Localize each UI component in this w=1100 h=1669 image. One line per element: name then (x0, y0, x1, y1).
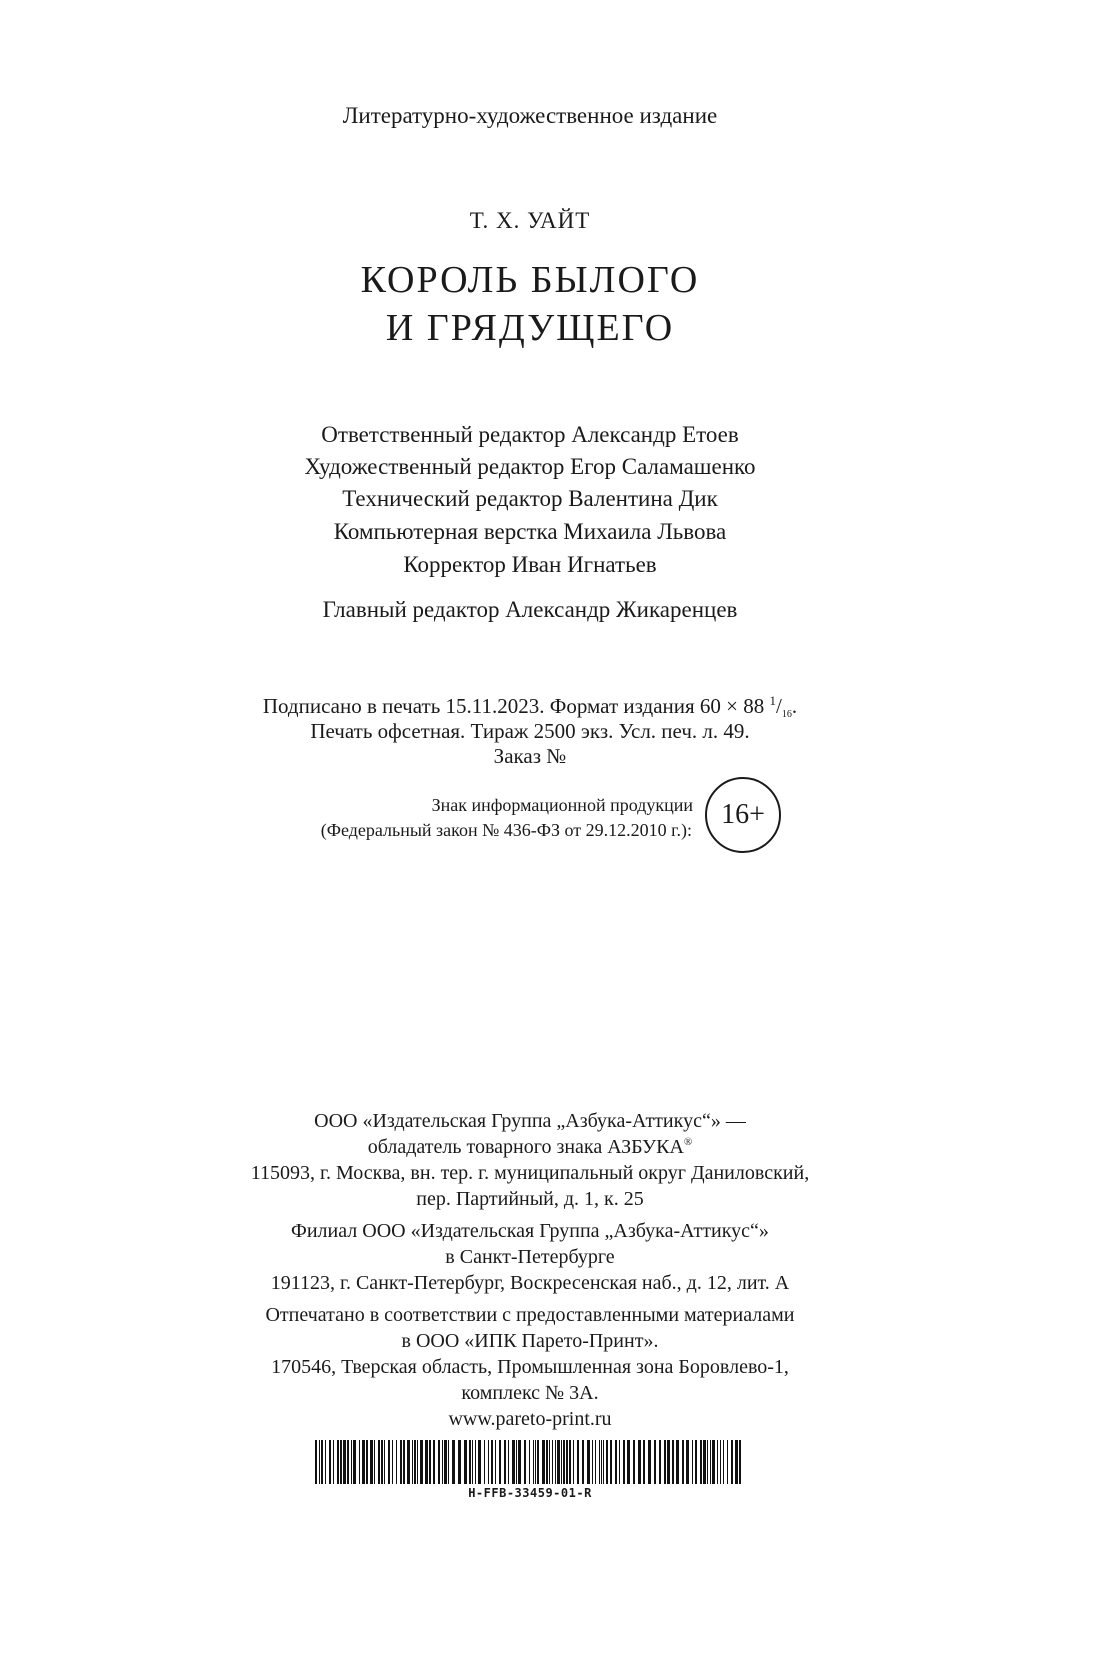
barcode-bar (727, 1440, 728, 1484)
barcode-bar (516, 1440, 517, 1484)
barcode-bar (366, 1440, 368, 1484)
barcode-bar (384, 1440, 385, 1484)
barcode-bar (566, 1440, 568, 1484)
printer-address-line-1: 170546, Тверская область, Промышленная зона Боровлево-1, (271, 1356, 789, 1378)
barcode-bar (340, 1440, 342, 1484)
barcode-bar (478, 1440, 481, 1484)
credit-editor-in-chief: Главный редактор Александр Жикаренцев (322, 597, 738, 622)
barcode-bar (469, 1440, 471, 1484)
barcode-bar (627, 1440, 630, 1484)
barcode-bar (667, 1440, 670, 1484)
barcode-label: H-FFB-33459-01-R (468, 1486, 592, 1500)
barcode-bar (676, 1440, 679, 1484)
barcode-bar (362, 1440, 365, 1484)
book-title-line-1: КОРОЛЬ БЫЛОГО (360, 259, 700, 301)
barcode-bar (577, 1440, 579, 1484)
barcode-bar (643, 1440, 645, 1484)
barcode-bar (561, 1440, 562, 1484)
barcode-bar (542, 1440, 545, 1484)
fraction-denominator: 16 (781, 709, 792, 720)
barcode-bar (692, 1440, 693, 1484)
barcode-bar (458, 1440, 461, 1484)
barcode-bar (518, 1440, 521, 1484)
barcode-bar (491, 1440, 493, 1484)
branch-line-2: в Санкт-Петербурге (445, 1246, 615, 1268)
barcode-bar (529, 1440, 530, 1484)
publisher-line-1: ООО «Издательская Группа „Азбука-Аттикус“» — (314, 1110, 746, 1132)
barcode-bar (319, 1440, 320, 1484)
printer-address-line-2: комплекс № 3А. (461, 1382, 599, 1404)
barcode-bar (378, 1440, 380, 1484)
barcode-bar (374, 1440, 375, 1484)
barcode-bar (555, 1440, 556, 1484)
barcode-bar (512, 1440, 515, 1484)
barcode-bar (552, 1440, 553, 1484)
barcode-bar (533, 1440, 534, 1484)
barcode-bar (417, 1440, 418, 1484)
barcode-bar (537, 1440, 539, 1484)
format-fraction: $^1/_{16}$. (769, 693, 798, 720)
barcode-bar (524, 1440, 526, 1484)
barcode-bar (472, 1440, 473, 1484)
barcode-bar (712, 1440, 715, 1484)
barcode-bar (595, 1440, 596, 1484)
fraction-numerator: 1 (769, 693, 777, 708)
barcode-bar (739, 1440, 741, 1484)
barcode-bar (546, 1440, 548, 1484)
barcode-bar (343, 1440, 346, 1484)
barcode-bar (535, 1440, 536, 1484)
barcode-bar (495, 1440, 496, 1484)
barcode-bar (499, 1440, 501, 1484)
age-rating-law: (Федеральный закон № 436-ФЗ от 29.12.2010 г.): (320, 820, 692, 840)
barcode-bar (464, 1440, 467, 1484)
barcode-bar (720, 1440, 721, 1484)
barcode-bar (717, 1440, 718, 1484)
printer-line-2: в ООО «ИПК Парето-Принт». (401, 1330, 659, 1352)
edition-genre: Литературно-художественное издание (342, 103, 718, 128)
barcode-bar (592, 1440, 593, 1484)
barcode-bar (452, 1440, 455, 1484)
barcode-bar (351, 1440, 352, 1484)
credit-proofreader: Корректор Иван Игнатьев (403, 552, 657, 577)
barcode-bar (337, 1440, 339, 1484)
author-name: Т. Х. УАЙТ (469, 208, 591, 233)
barcode-bar (731, 1440, 733, 1484)
barcode-bar (557, 1440, 560, 1484)
print-info-order: Заказ № (493, 744, 567, 768)
barcode-bar (599, 1440, 600, 1484)
registered-mark: ® (683, 1136, 693, 1148)
barcode-bar (700, 1440, 702, 1484)
fraction-suffix: . (791, 694, 798, 718)
credit-art-editor: Художественный редактор Егор Саламашенко (304, 454, 756, 479)
barcode-bar (549, 1440, 550, 1484)
book-title-line-2: И ГРЯДУЩЕГО (385, 307, 675, 349)
barcode-bar (569, 1440, 571, 1484)
barcode-bar (723, 1440, 724, 1484)
barcode-bar (686, 1440, 689, 1484)
barcode-bar (370, 1440, 373, 1484)
barcode-bar (414, 1440, 416, 1484)
barcode-bar (623, 1440, 625, 1484)
barcode (315, 1440, 745, 1484)
barcode-bar (392, 1440, 393, 1484)
age-rating-badge: 16+ (705, 777, 781, 853)
credit-managing-editor: Ответственный редактор Александр Етоев (321, 422, 739, 447)
credit-technical-editor: Технический редактор Валентина Дик (342, 486, 718, 511)
barcode-bar (438, 1440, 440, 1484)
barcode-bar (638, 1440, 641, 1484)
barcode-bar (619, 1440, 620, 1484)
barcode-bar (563, 1440, 565, 1484)
barcode-bar (329, 1440, 331, 1484)
barcode-bar (710, 1440, 711, 1484)
print-info-line-1 (0, 693, 1060, 720)
barcode-bar (381, 1440, 383, 1484)
barcode-bar (484, 1440, 485, 1484)
printer-line-1: Отпечатано в соответствии с предоставленными материалами (265, 1304, 795, 1326)
branch-address: 191123, г. Санкт-Петербург, Воскресенская наб., д. 12, лит. А (270, 1272, 790, 1294)
barcode-bar (504, 1440, 506, 1484)
barcode-bar (707, 1440, 708, 1484)
barcode-bar (407, 1440, 410, 1484)
barcode-bar (448, 1440, 449, 1484)
barcode-bar (654, 1440, 656, 1484)
barcode-bar (573, 1440, 574, 1484)
age-rating-label: Знак информационной продукции (431, 795, 693, 815)
barcode-bar (442, 1440, 443, 1484)
barcode-bar (633, 1440, 635, 1484)
barcode-bar (672, 1440, 674, 1484)
barcode-bar (703, 1440, 706, 1484)
publisher-address-line-2: пер. Партийный, д. 1, к. 25 (416, 1188, 644, 1210)
barcode-bar (396, 1440, 397, 1484)
barcode-bar (488, 1440, 489, 1484)
barcode-bar (388, 1440, 390, 1484)
publisher-address-line-1: 115093, г. Москва, вн. тер. г. муниципальный округ Даниловский, (250, 1162, 810, 1184)
publisher-trademark: обладатель товарного знака АЗБУКА (367, 1136, 684, 1158)
barcode-bar (333, 1440, 334, 1484)
barcode-bar (587, 1440, 590, 1484)
barcode-bar (695, 1440, 697, 1484)
barcode-bar (659, 1440, 661, 1484)
barcode-bar (735, 1440, 738, 1484)
barcode-bar (601, 1440, 602, 1484)
barcode-bar (420, 1440, 423, 1484)
barcode-bar (359, 1440, 360, 1484)
barcode-bar (603, 1440, 604, 1484)
barcode-bar (606, 1440, 608, 1484)
barcode-bar (610, 1440, 612, 1484)
barcode-bar (475, 1440, 476, 1484)
barcode-bar (582, 1440, 584, 1484)
barcode-bar (403, 1440, 405, 1484)
barcode-bar (353, 1440, 356, 1484)
branch-line-1: Филиал ООО «Издательская Группа „Азбука-Аттикус“» (291, 1220, 769, 1242)
publisher-line-2 (0, 1136, 1060, 1159)
barcode-bar (648, 1440, 651, 1484)
barcode-bar (315, 1440, 317, 1484)
barcode-bar (425, 1440, 428, 1484)
barcode-bar (321, 1440, 323, 1484)
barcode-bar (508, 1440, 509, 1484)
credit-layout: Компьютерная верстка Михаила Львова (333, 519, 727, 544)
barcode-bar (400, 1440, 402, 1484)
barcode-bar (682, 1440, 684, 1484)
barcode-bar (347, 1440, 349, 1484)
barcode-bar (615, 1440, 617, 1484)
print-info-line-2: Печать офсетная. Тираж 2500 экз. Усл. печ. л. 49. (310, 719, 750, 743)
printer-website: www.pareto-print.ru (448, 1408, 612, 1430)
barcode-bar (664, 1440, 666, 1484)
barcode-bar (412, 1440, 413, 1484)
barcode-bar (444, 1440, 447, 1484)
barcode-bar (433, 1440, 435, 1484)
print-info-prefix: Подписано в печать 15.11.2023. Формат издания 60 × 88 (262, 694, 770, 718)
barcode-bar (325, 1440, 326, 1484)
barcode-bar (429, 1440, 431, 1484)
